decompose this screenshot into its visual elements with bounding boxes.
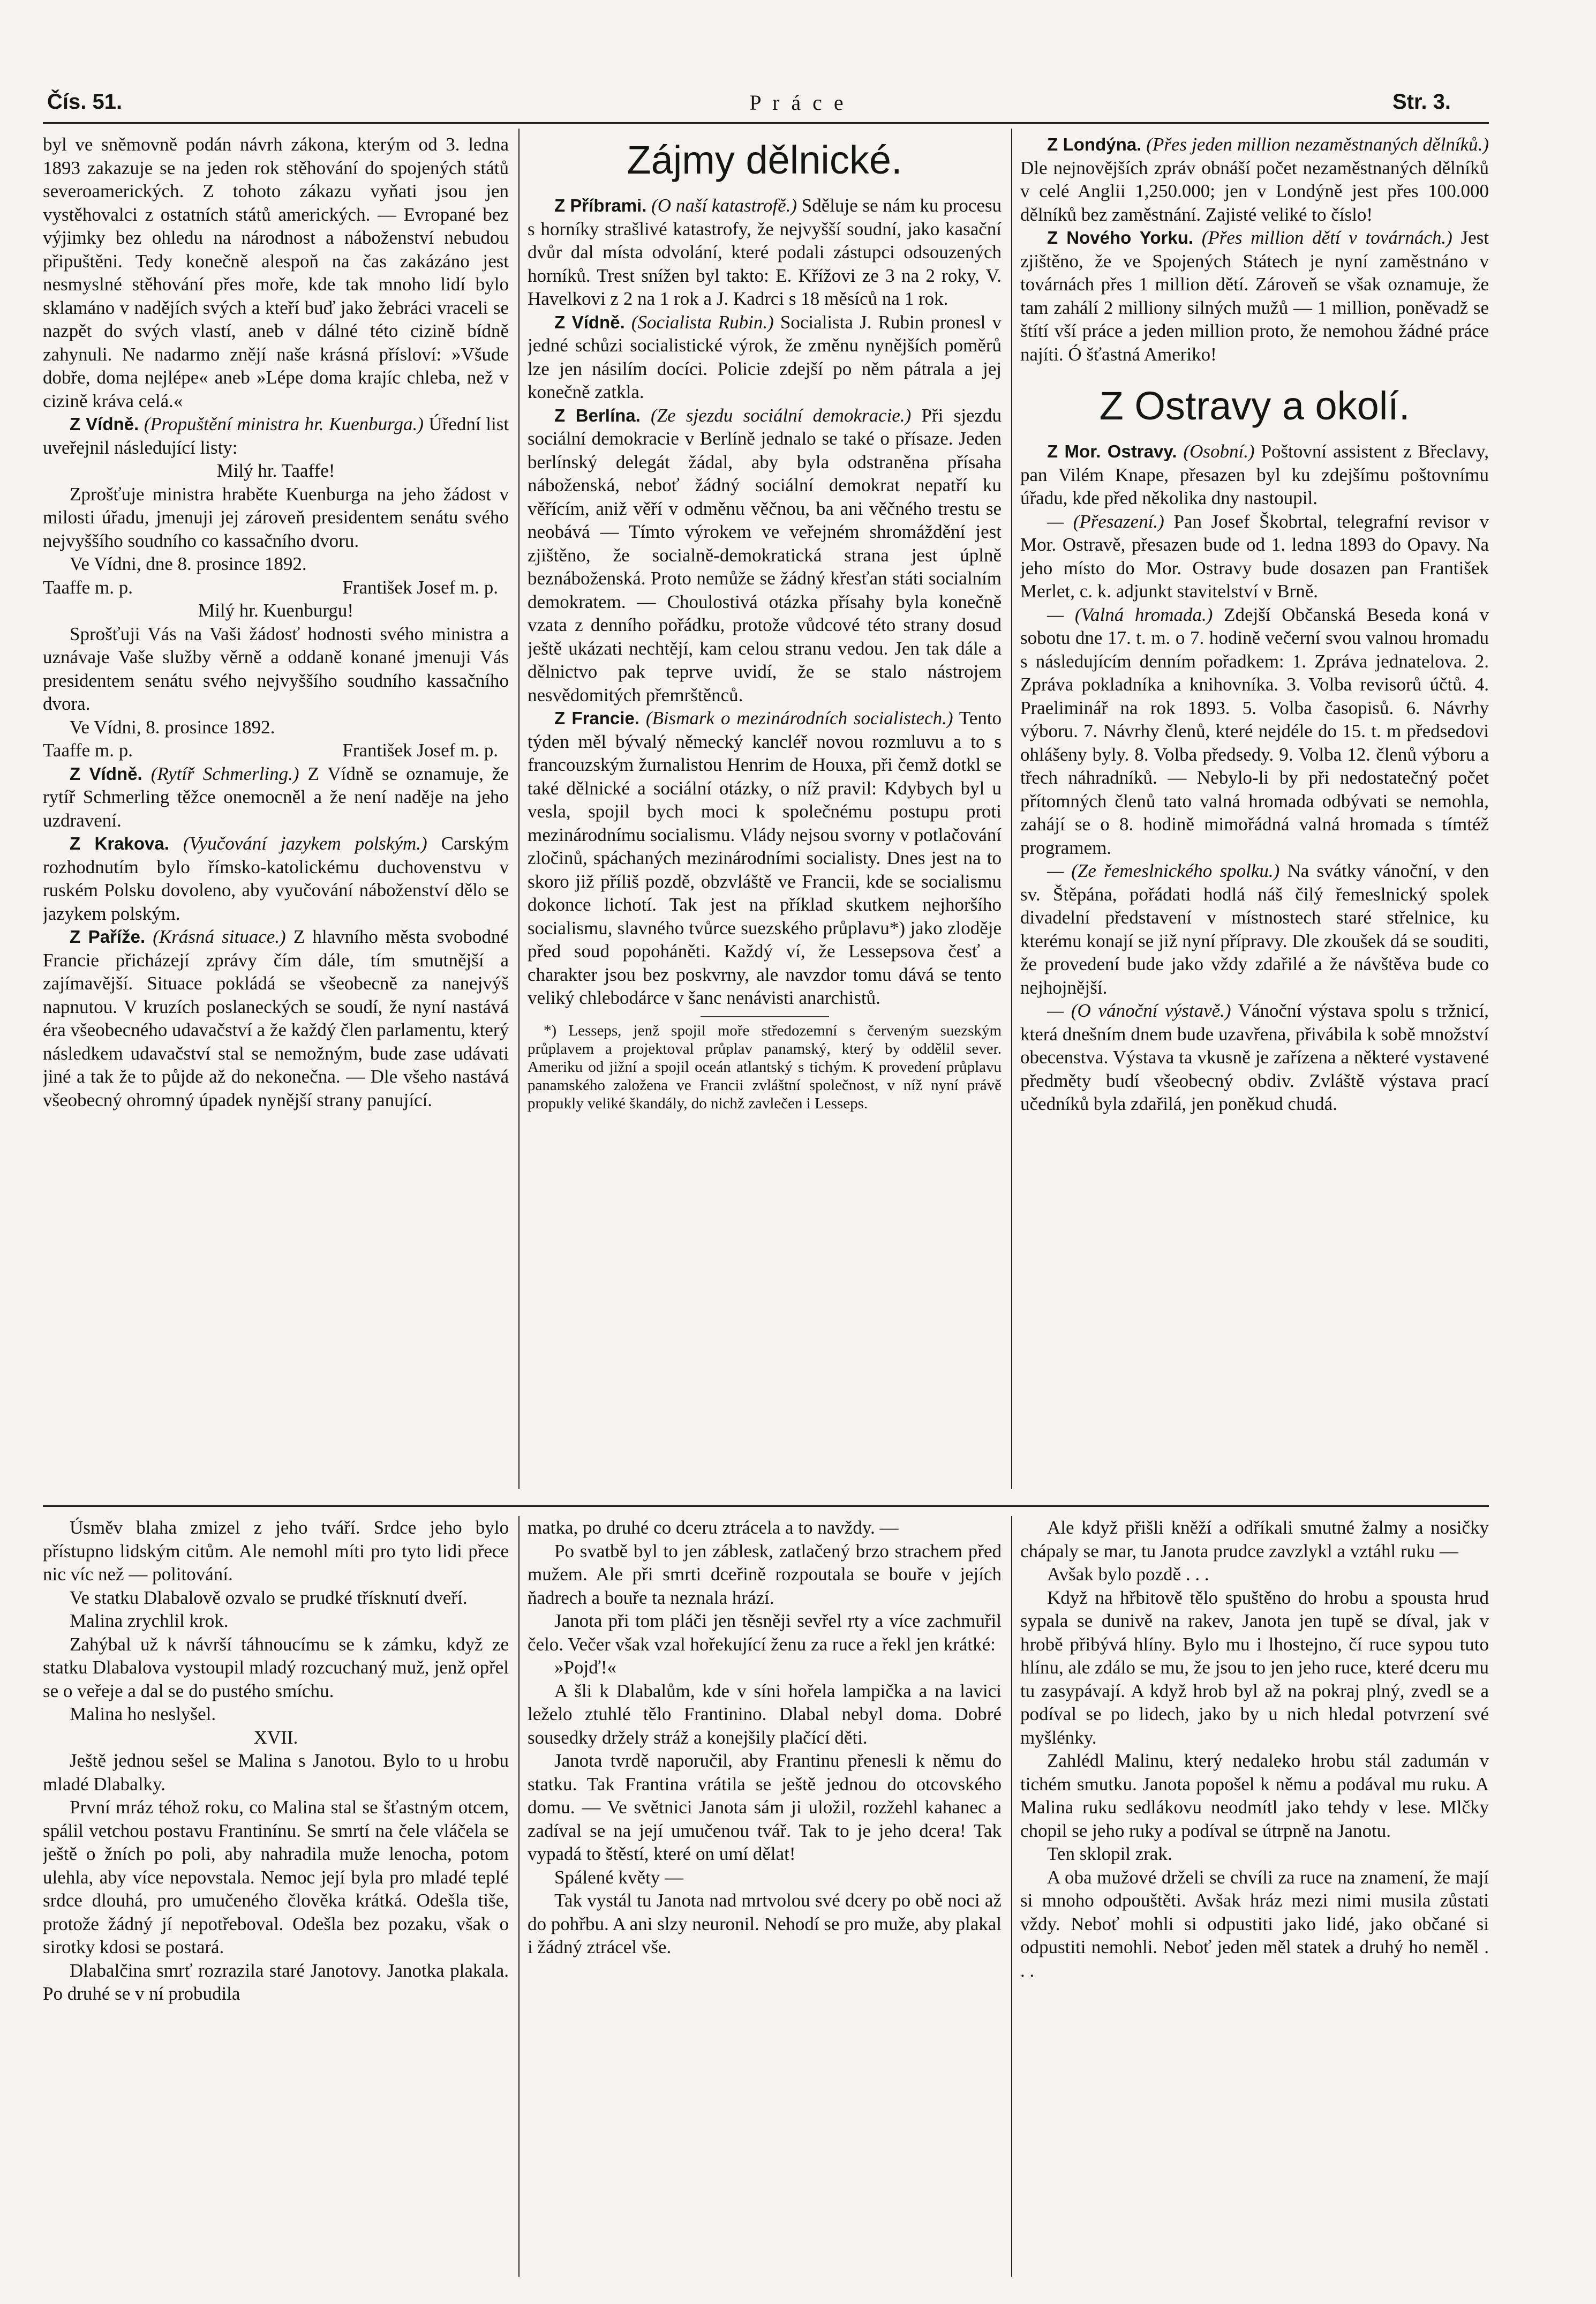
serial-paragraph: Po svatbě byl to jen záblesk, zatlačený brzo strachem před mužem. Ale při smrti dceřině rozpoutala se bouře v jejích ňadrech a bouře ta neznala hrází. (528, 1540, 1002, 1608)
header-rule (43, 122, 1489, 124)
feuilleton-column-1 (43, 1516, 509, 2287)
subtitle: (Vyučování jazykem polským.) (183, 833, 427, 854)
article-new-york (1020, 226, 1489, 366)
column-1 (43, 133, 509, 1499)
dateline: Z Vídně. (70, 763, 142, 784)
article-krakow (43, 832, 509, 925)
body: Vánoční výstava spolu s tržnicí, která dnešním dnem bude uzavřena, přivábila k sobě množství obecenstva. Výstava ta vkusně je zařízena a některé vystavené předměty budí všeobecný obdiv. Zvláště výstava prací učedníků byla zdařilá, jen poněkud chudá. (1020, 1000, 1489, 1114)
serial-paragraph: Dlabalčina smrť rozrazila staré Janotovy. Janotka plakala. Po druhé se v ní probudila (43, 1960, 509, 2004)
article-transfer (1020, 510, 1489, 603)
dateline: Z Nového Yorku. (1047, 228, 1194, 247)
signature-right: František Josef m. p. (342, 576, 498, 598)
letter-1-place: Ve Vídni, dne 8. prosince 1892. (70, 553, 307, 574)
body: Poštovní assistent z Břeclavy, pan Vilém Knape, přesazen byl ku zdejšímu poštovnímu úřadu, kde před několika dny nastoupil. (1020, 441, 1489, 508)
article-france (528, 707, 1002, 1010)
body: Pan Josef Škobrtal, telegrafní revisor v Mor. Ostravě, přesazen bude od 1. ledna 1893 do Opavy. Na jeho místo do Mor. Ostravy bude dosazen pan František Merlet, c. k. adjunkt stavitelství v Brně. (1020, 511, 1489, 602)
letter-2-place: Ve Vídni, 8. prosince 1892. (70, 716, 275, 738)
article-christmas-exhibition (1020, 999, 1489, 1116)
signature-right: František Josef m. p. (342, 740, 498, 761)
page-number: Str. 3. (1392, 90, 1451, 114)
subtitle: (O naší katastrofě.) (651, 195, 797, 216)
dateline: Z Paříže. (70, 927, 146, 947)
signature-left: Taaffe m. p. (43, 740, 133, 761)
article-vienna-resignation (43, 412, 509, 459)
letter-1-salutation: Milý hr. Taaffe! (216, 460, 335, 481)
column-rule-2 (1011, 129, 1012, 1489)
column-2 (528, 133, 1002, 1499)
dateline: Z Krakova. (70, 834, 169, 853)
subtitle: — (Přesazení.) (1047, 511, 1164, 532)
serial-paragraph: Ve statku Dlabalově ozvalo se prudké třísknutí dveří. (70, 1587, 468, 1608)
serial-paragraph: matka, po druhé co dceru ztrácela a to navždy. — (528, 1517, 899, 1538)
dateline: Z Londýna. (1047, 134, 1142, 154)
feuilleton-column-3 (1020, 1516, 1489, 2287)
article-pribram (528, 194, 1002, 311)
body: Dle nejnovějších zpráv obnáší počet nezaměstnaných dělníků v celé Anglii 1,250.000; jen v Londýně jest přes 100.000 dělníků bez zaměstnání. Zajisté veliké to číslo! (1020, 157, 1489, 225)
body: Na svátky vánoční, v den sv. Štěpána, pořádati hodlá náš čilý řemeslnický spolek divadelní představení v místnostech staré střelnice, ku kterému konají se již nyní přípravy. Dle zkoušek dá se souditi, že provedení bude jako vždy zdařilé a že návštěva bude co nejhojnější. (1020, 860, 1489, 998)
letter-2-salutation: Milý hr. Kuenburgu! (198, 600, 354, 621)
feuilleton-column-rule-1 (518, 1516, 520, 2277)
serial-paragraph: Ale když přišli kněží a odříkali smutné žalmy a nosičky chápaly se mar, tu Janota prudce zavzlykl a vztáhl ruku — (1020, 1517, 1489, 1562)
dateline: Z Vídně. (554, 312, 625, 332)
subtitle: (Krásná situace.) (153, 926, 286, 947)
serial-paragraph: První mráz téhož roku, co Malina stal se šťastným otcem, spálil vetchou postavu Frantinínu. Se smrtí na čele vláčela se ještě o žních po poli, aby nahradila muže lenocha, potom ulehla, aby více nepovstala. Nemoc její byla pro mladé teplé srdce dlouhá, pro umučeného člověka krátká. Odešla tiše, protože žádný jí nepotřeboval. Odešla bez pozaku, však o sirotky kdosi se postará. (43, 1797, 509, 1957)
subtitle: (Přes million dětí v továrnách.) (1201, 227, 1452, 248)
section-heading-ostrava: Z Ostravy a okolí. (1099, 384, 1410, 428)
subtitle: — (Ze řemeslnického spolku.) (1047, 860, 1280, 881)
body: Z hlavního města svobodné Francie přicházejí zprávy čím dále, tím smutnější a zajímavější. Situace pokládá se všeobecně za nanejvýš napnutou. V kruzích poslaneckých se soudí, že nyní nastává éra všeobecného udavačství a že každý člen parlamentu, který následkem udavačství stal se nemožným, bude zase udávati jiné a tak že to půjde až do nekonečna. — Dle všeho nastává všeobecný ohromný úpadek nynější strany panující. (43, 926, 509, 1110)
serial-paragraph: Janota tvrdě naporučil, aby Frantinu přenesli k němu do statku. Tak Frantina vrátila se ještě jednou do otcovského domu. — Ve světnici Janota sám ji uložil, rozžehl kahanec a zadíval se na její umučenou tvář. Tak to je jeho dcera! Tak vypadá to štěstí, které on umí dělat! (528, 1750, 1002, 1864)
section-heading-labor: Zájmy dělnické. (627, 138, 902, 182)
letter-1-signatures (43, 576, 509, 599)
body: Zdejší Občanská Beseda koná v sobotu dne 17. t. m. o 7. hodině večerní svou valnou hromadu s následujícím denním pořadkem: 1. Zpráva jednatelova. 2. Zpráva pokladníka a knihovníka. 3. Volba revisorů účtů. 4. Praeliminář na rok 1893. 5. Volba časopisů. 6. Návrhy výboru. 7. Návrhy členů, které nejdéle do 15. t. m předsedovi ohlášeny byly. 8. Volba předsedy. 9. Volba 12. členů výboru a třech náhradníků. — Nebylo-li by při nedostatečný počet přítomných členů tato valná hromada odbývati se nemohla, zahájí se o 8. hodině mimořádná valná hromada s tímtéž programem. (1020, 604, 1489, 858)
body: Při sjezdu sociální demokracie v Berlíně jednalo se také o přísaze. Jeden berlínský delegát žádal, aby byla odstraněna přísaha náboženská, neboť žádný sociální demokrat nepatří ku věřícím, aniž věří v odměnu věčnou, ba ani věčného trestu se neobává — Tímto výrokem ve veřejném shromáždění jest zjištěno, že socialně-demokratická strana jest úplně beznáboženská. Proto nemůže se žádný křesťan státi socialním demokratem. — Choulostivá otázka přísahy byla konečně vzata z denního pořádku, protože vůdcové této strany dosud ještě ukázati nechtějí, kam celou stranu vedou. Jen tak dále a dělnictvo pak teprve uvidí, že se stalo nástrojem nesvědomitých přemrštěnců. (528, 404, 1002, 706)
footnote: *) Lesseps, jenž spojil moře středozemní s červeným suezským průplavem a projektoval průplav panamský, který by oddělil sever. Ameriku od jižní a spojil oceán atlantský s tichým. K provedení průplavu panamského založena ve Francii zvláštní společnost, v níž nyní právě propukly veliké škandály, do nichž zavlečen i Lesseps. (528, 1022, 1002, 1112)
feuilleton-column-2 (528, 1516, 1002, 2287)
subtitle: (Bismark o mezinárodních socialistech.) (645, 708, 953, 729)
issue-number: Čís. 51. (47, 90, 123, 114)
dateline: Z Berlína. (554, 405, 641, 425)
feuilleton-column-rule-2 (1011, 1516, 1012, 2277)
body: Socialista J. Rubin pronesl v jedné schůzi socialistické výrok, že změnu nynějších poměrů lze jen násilím docíci. Policie zdejší po něm pátrala a jej konečně zatkla. (528, 311, 1002, 402)
article-craft-club (1020, 859, 1489, 999)
serial-paragraph: »Pojď!« (554, 1657, 616, 1678)
subtitle: (Rytíř Schmerling.) (150, 763, 299, 784)
article-berlin (528, 404, 1002, 707)
dateline: Z Francie. (554, 708, 639, 728)
footnote-rule (701, 1016, 829, 1017)
serial-paragraph: A oba mužové drželi se chvíli za ruce na znamení, že mají si mnoho odpouštěti. Avšak hráz mezi nimi musila zůstati vždy. Neboť mohli si odpustiti jako lidé, jako občané si odpustiti nemohli. Neboť jeden měl statek a druhý ho neměl . . . (1020, 1866, 1489, 1981)
subtitle: (Ze sjezdu sociální demokracie.) (651, 404, 912, 426)
serial-paragraph: Avšak bylo pozdě . . . (1047, 1564, 1209, 1585)
subtitle: — (Valná hromada.) (1047, 604, 1213, 625)
signature-left: Taaffe m. p. (43, 576, 133, 598)
chapter-number: XVII. (253, 1727, 298, 1748)
dateline: Z Příbrami. (554, 196, 647, 215)
body: Úřední list uveřejnil následující listy: (43, 414, 509, 458)
body: Sděluje se nám ku procesu s horníky strašlivé katastrofy, že nejvyšší soudní, jako kasační dvůr dal místa odvolání, které podali zástupci odsouzených horníků. Trest snížen byl takto: E. Křížovi ze 3 na 2 roky, V. Havelkovi z 2 na 1 rok a J. Kadrci s 18 měsíců na 1 rok. (528, 195, 1002, 309)
body: Tento týden měl bývalý německý kancléř novou rozmluvu a to s francouzským žurnalistou Henrim de Houxa, při čemž dotkl se také dělnické a sociální otázky, o níž pravil: Kdybych byl u vesla, spojil bych moci k společnému postupu proti mezinárodnímu socialismu. Vlády nejsou svorny v potlačování zločinů, spáchaných mezinárodními socialisty. Dnes jest na to skoro již příliš pozdě, obzvláště ve Francii, kde se socialismu dokonce lichotí. Tak jest na příklad skutkem nejhoršího socialismu, slavného tvůrce suezského průplavu*) jako zloděje před soud popoháněti. Každý ví, že Lessepsova česť a charakter jsou bez poskvrny, ale navzdor tomu dává se tento veliký chlebodárce v šanc nenávisti anarchistů. (528, 708, 1002, 1008)
subtitle: — (O vánoční výstavě.) (1047, 1000, 1231, 1021)
dateline: Z Mor. Ostravy. (1047, 441, 1177, 461)
article-general-meeting (1020, 603, 1489, 860)
subtitle: (Socialista Rubin.) (631, 311, 774, 333)
subtitle: (Přes jeden million nezaměstnaných dělníků.) (1146, 134, 1489, 155)
dateline: Z Vídně. (70, 414, 139, 434)
subtitle: (Propuštění ministra hr. Kuenburga.) (144, 414, 424, 434)
letter-2-body: Sprošťuji Vás na Vaši žádosť hodnosti svého ministra a uznávaje Vaše služby věrně a oddaně konané jmenuji Vás presidentem senátu svého nejvyššího soudního kassačního dvora. (43, 623, 509, 714)
serial-paragraph: A šli k Dlabalům, kde v síni hořela lampička a na lavici leželo ztuhlé tělo Frantinino. Dlabal nebyl doma. Dobré sousedky držely stráž a konejšily plačící děti. (528, 1680, 1002, 1748)
letter-2-signatures (43, 739, 509, 762)
article-ostrava-personal (1020, 440, 1489, 510)
serial-paragraph: Tak vystál tu Janota nad mrtvolou své dcery po obě noci až do pohřbu. A ani slzy neuronil. Nehodí se pro muže, aby plakal i žádný ztrácel vše. (528, 1890, 1002, 1957)
serial-paragraph: Spálené květy — (554, 1866, 684, 1888)
subtitle: (Osobní.) (1183, 441, 1255, 462)
serial-paragraph: Malina ho neslyšel. (70, 1703, 216, 1724)
body: Z Vídně se oznamuje, že rytíř Schmerling těžce onemocněl a že není naděje na jeho uzdravení. (43, 763, 509, 831)
masthead-title: P r á c e (749, 91, 847, 115)
feuilleton-rule (43, 1505, 1489, 1507)
article-vienna-schmerling (43, 762, 509, 832)
serial-paragraph: Janota při tom pláči jen těsněji sevřel rty a více zachmuřil čelo. Večer však vzal hořekující ženu za ruce a řekl jen krátké: (528, 1610, 1002, 1655)
serial-paragraph: Ještě jednou sešel se Malina s Janotou. Bylo to u hrobu mladé Dlabalky. (43, 1750, 509, 1795)
serial-paragraph: Malina zrychlil krok. (70, 1610, 229, 1631)
body: Jest zjištěno, že ve Spojených Státech je nyní zaměstnáno v továrnách přes 1 million dětí. Zároveň se však oznamuje, že tam zahálí 2 millionу silných mužů — 1 million, poněvadž se štítí vší práce a jeden million proto, že nemohou žádné práce najíti. Ó šťastná Ameriko! (1020, 227, 1489, 365)
article-vienna-rubin (528, 311, 1002, 404)
letter-1-body: Zprošťuje ministra hraběte Kuenburga na jeho žádost v milosti úřadu, jmenuji jej zároveň presidentem senátu svého nejvyššího soudního co kassačního dvoru. (43, 483, 509, 551)
column-3 (1020, 133, 1489, 1499)
serial-paragraph: Úsměv blaha zmizel z jeho tváří. Srdce jeho bylo přístupno lidským citům. Ale nemohl míti pro tyto lidi přece nic víc než — politování. (43, 1517, 509, 1585)
serial-paragraph: Když na hřbitově tělo spuštěno do hrobu a spousta hrud sypala se dunivě na rakev, Janota jen tupě se díval, jak v hrobě přibývá hlíny. Bylo mu i lhostejno, čí ruce sypou tuto hlínu, ale zdálo se mu, že jsou to jen jeho ruce, které dceru mu tu zasypávají. A když hrob byl až na pokraj plný, zvedl se a podíval se po lidech, jako by u nich hledal potvrzení své myšlénky. (1020, 1587, 1489, 1748)
article-london (1020, 133, 1489, 226)
article-emigration-text: byl ve sněmovně podán návrh zákona, kterým od 3. ledna 1893 zakazuje se na jeden rok stěhování do spojených států severoamerických. Z tohoto zákazu vyňati jsou jen vystěhovalci z ostatních států amerických. — Evropané bez výjimky bez ohledu na národnost a náboženství nebudou připuštěni. Tedy konečně alespoň na čas zakázáno jest nesmyslné stěhování přes moře, kde tak mnoho lidí bylo sklamáno v nadějích svých a kteří buď jako žebráci vraceli se nazpět do svých vlastí, aneb v dálné této cizině bídně zahynuli. Ne nadarmo znějí naše krásná přísloví: »Všude dobře, doma nejlépe« aneb »Lépe doma krajíc chleba, než v cizině kráva celá.« (43, 134, 509, 411)
body: Carským rozhodnutím bylo římsko-katolickému duchovenstvu v ruském Polsku dovoleno, aby vyučování náboženství dělo se jazykem polským. (43, 833, 509, 924)
column-rule-1 (518, 129, 520, 1489)
serial-paragraph: Zahýbal už k návrší táhnoucímu se k zámku, když ze statku Dlabalova vystoupil mladý rozcuchaný muž, jenž opřel se o veřeje a dal se do pustého smíchu. (43, 1633, 509, 1701)
serial-paragraph: Ten sklopil zrak. (1047, 1843, 1172, 1864)
serial-paragraph: Zahlédl Malinu, který nedaleko hrobu stál zadumán v tichém smutku. Janota popošel k němu a podával mu ruku. A Malina ruku sedlákovu neodmítl jako tehdy v lese. Mlčky chopil se jeho ruky a podíval se útrpně na Janotu. (1020, 1750, 1489, 1841)
article-paris (43, 925, 509, 1112)
